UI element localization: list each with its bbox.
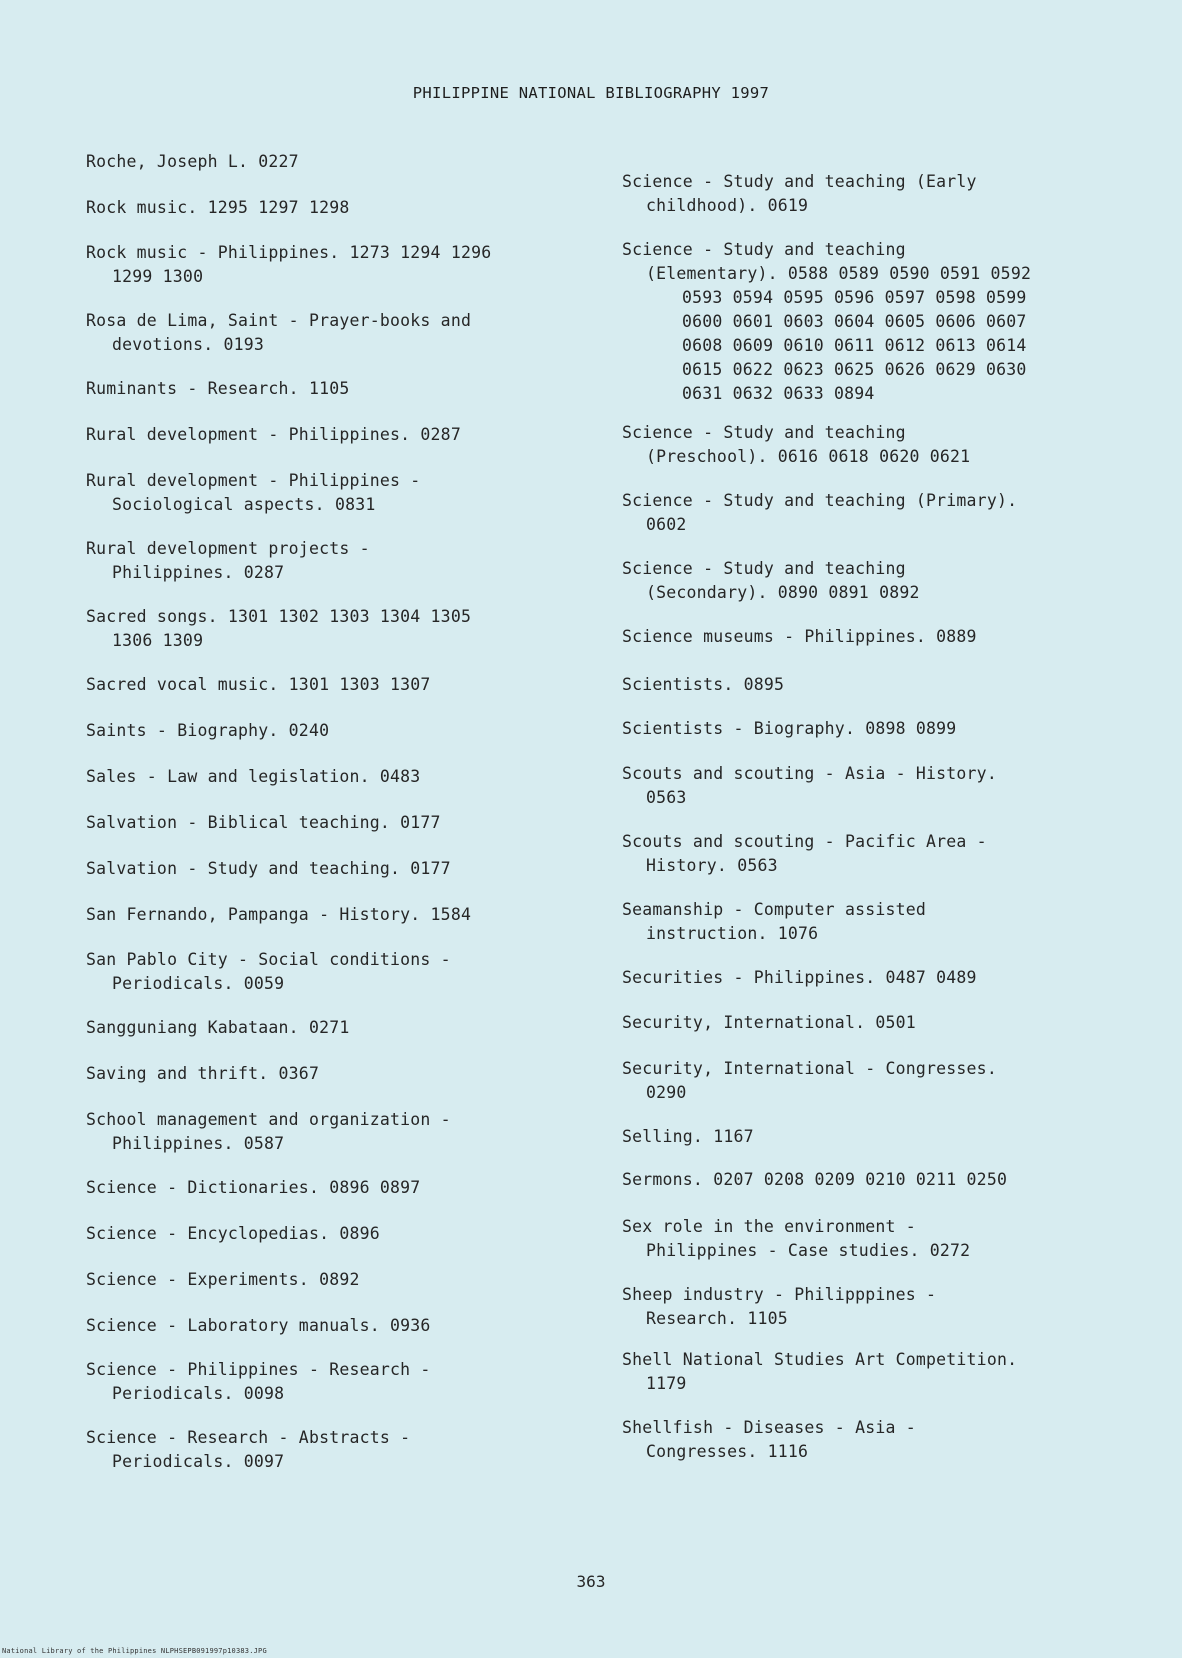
entry-heading: Science - Laboratory manuals. 0936 <box>86 1316 431 1335</box>
index-entry <box>622 673 1092 697</box>
entry-continuation: (Preschool). 0616 0618 0620 0621 <box>646 447 971 466</box>
entry-numbers: 0593 0594 0595 0596 0597 0598 0599 <box>682 288 1027 307</box>
entry-continuation: Philippines - Case studies. 0272 <box>646 1241 971 1260</box>
entry-heading: Science - Study and teaching (Early <box>622 172 977 191</box>
entry-heading: Rural development - Philippines - <box>86 471 421 490</box>
entry-continuation: Philippines. 0287 <box>112 563 285 582</box>
index-entry <box>622 489 1092 537</box>
entry-heading: Science - Study and teaching <box>622 423 906 442</box>
entry-heading: Science - Research - Abstracts - <box>86 1428 411 1447</box>
index-entry <box>622 1011 1092 1035</box>
entry-heading: Shell National Studies Art Competition. <box>622 1350 1018 1369</box>
index-entry <box>622 1125 1092 1149</box>
entry-heading: Science museums - Philippines. 0889 <box>622 627 977 646</box>
index-entry <box>86 309 586 357</box>
entry-heading: Sex role in the environment - <box>622 1217 916 1236</box>
index-entry <box>622 762 1092 810</box>
index-entry <box>86 605 586 653</box>
entry-heading: San Pablo City - Social conditions - <box>86 950 451 969</box>
index-entry <box>86 1268 586 1292</box>
entry-continuation: Sociological aspects. 0831 <box>112 495 376 514</box>
entry-heading: Science - Study and teaching <box>622 559 906 578</box>
entry-continuation: childhood). 0619 <box>646 196 809 215</box>
entry-heading: Rural development - Philippines. 0287 <box>86 425 461 444</box>
entry-heading: Securities - Philippines. 0487 0489 <box>622 968 977 987</box>
entry-heading: Rosa de Lima, Saint - Prayer-books and <box>86 311 472 330</box>
index-entry <box>86 1176 586 1200</box>
index-entry <box>86 1358 586 1406</box>
index-entry <box>622 1416 1092 1464</box>
index-entry <box>86 903 586 927</box>
index-entry <box>622 717 1092 741</box>
entry-heading: Roche, Joseph L. 0227 <box>86 152 299 171</box>
entry-continuation: 0602 <box>646 515 687 534</box>
index-entry <box>622 1057 1092 1105</box>
entry-numbers: 0615 0622 0623 0625 0626 0629 0630 <box>682 360 1027 379</box>
entry-heading: Selling. 1167 <box>622 1127 754 1146</box>
entry-continuation: Periodicals. 0097 <box>112 1452 285 1471</box>
entry-heading: Saints - Biography. 0240 <box>86 721 330 740</box>
entry-heading: School management and organization - <box>86 1110 451 1129</box>
index-entry <box>622 1348 1092 1396</box>
index-entry <box>86 1108 586 1156</box>
entry-heading: Science - Study and teaching (Primary). <box>622 491 1018 510</box>
entry-heading: Sermons. 0207 0208 0209 0210 0211 0250 <box>622 1170 1008 1189</box>
index-entry <box>86 377 586 401</box>
scan-label: National Library of the Philippines NLPHSEPB091997p10383.JPG <box>2 1647 267 1655</box>
entry-heading: Scouts and scouting - Asia - History. <box>622 764 997 783</box>
index-entry <box>86 811 586 835</box>
entry-continuation: History. 0563 <box>646 856 778 875</box>
entry-heading: Scientists - Biography. 0898 0899 <box>622 719 957 738</box>
entry-continuation: Congresses. 1116 <box>646 1442 809 1461</box>
index-entry <box>622 1168 1092 1192</box>
index-entry <box>622 1215 1092 1263</box>
entry-continuation: 1179 <box>646 1374 687 1393</box>
page-number: 363 <box>576 1572 606 1591</box>
entry-heading: Sacred vocal music. 1301 1303 1307 <box>86 675 431 694</box>
entry-continuation: 0563 <box>646 788 687 807</box>
index-entry <box>622 898 1092 946</box>
entry-heading: Rock music. 1295 1297 1298 <box>86 198 350 217</box>
entry-heading: Salvation - Study and teaching. 0177 <box>86 859 451 878</box>
entry-heading: Sacred songs. 1301 1302 1303 1304 1305 <box>86 607 472 626</box>
entry-continuation: Philippines. 0587 <box>112 1134 285 1153</box>
index-entry <box>86 1426 586 1474</box>
entry-heading: Rock music - Philippines. 1273 1294 1296 <box>86 243 492 262</box>
entry-heading: Saving and thrift. 0367 <box>86 1064 320 1083</box>
entry-continuation: (Elementary). 0588 0589 0590 0591 0592 <box>646 264 1032 283</box>
entry-heading: Security, International. 0501 <box>622 1013 916 1032</box>
entry-heading: Science - Encyclopedias. 0896 <box>86 1224 380 1243</box>
index-entry <box>86 423 586 447</box>
entry-continuation: 1306 1309 <box>112 631 204 650</box>
index-entry <box>622 170 1092 218</box>
index-entry <box>86 1314 586 1338</box>
entry-heading: Salvation - Biblical teaching. 0177 <box>86 813 441 832</box>
index-entry <box>622 830 1092 878</box>
index-entry <box>86 150 586 174</box>
entry-heading: Shellfish - Diseases - Asia - <box>622 1418 916 1437</box>
entry-heading: Science - Experiments. 0892 <box>86 1270 360 1289</box>
index-entry <box>86 857 586 881</box>
entry-continuation: Periodicals. 0098 <box>112 1384 285 1403</box>
index-entry <box>86 765 586 789</box>
entry-continuation: instruction. 1076 <box>646 924 819 943</box>
entry-continuation: 0290 <box>646 1083 687 1102</box>
entry-heading: Seamanship - Computer assisted <box>622 900 927 919</box>
index-entry <box>622 1283 1092 1331</box>
index-entry <box>86 1222 586 1246</box>
entry-heading: Science - Dictionaries. 0896 0897 <box>86 1178 421 1197</box>
index-entry <box>86 241 586 289</box>
index-entry <box>622 238 1092 406</box>
entry-numbers: 0600 0601 0603 0604 0605 0606 0607 <box>682 312 1027 331</box>
index-entry <box>86 948 586 996</box>
index-entry <box>86 196 586 220</box>
entry-continuation: devotions. 0193 <box>112 335 265 354</box>
entry-numbers: 0631 0632 0633 0894 <box>682 384 875 403</box>
entry-continuation: Research. 1105 <box>646 1309 788 1328</box>
index-entry <box>86 673 586 697</box>
index-entry <box>86 537 586 585</box>
index-entry <box>622 966 1092 990</box>
entry-heading: Sheep industry - Philipppines - <box>622 1285 937 1304</box>
index-entry <box>86 1062 586 1086</box>
entry-heading: Scientists. 0895 <box>622 675 785 694</box>
index-entry <box>622 557 1092 605</box>
entry-continuation: Periodicals. 0059 <box>112 974 285 993</box>
entry-heading: Science - Study and teaching <box>622 240 906 259</box>
entry-heading: Scouts and scouting - Pacific Area - <box>622 832 987 851</box>
entry-heading: Security, International - Congresses. <box>622 1059 997 1078</box>
index-entry <box>86 469 586 517</box>
entry-heading: Sangguniang Kabataan. 0271 <box>86 1018 350 1037</box>
entry-continuation: 1299 1300 <box>112 267 204 286</box>
entry-heading: Science - Philippines - Research - <box>86 1360 431 1379</box>
entry-heading: Ruminants - Research. 1105 <box>86 379 350 398</box>
index-entry <box>622 625 1092 649</box>
entry-heading: San Fernando, Pampanga - History. 1584 <box>86 905 472 924</box>
entry-heading: Rural development projects - <box>86 539 370 558</box>
entry-heading: Sales - Law and legislation. 0483 <box>86 767 421 786</box>
index-entry <box>86 719 586 743</box>
entry-continuation: (Secondary). 0890 0891 0892 <box>646 583 920 602</box>
index-entry <box>86 1016 586 1040</box>
index-entry <box>622 421 1092 469</box>
entry-numbers: 0608 0609 0610 0611 0612 0613 0614 <box>682 336 1027 355</box>
page-title: PHILIPPINE NATIONAL BIBLIOGRAPHY 1997 <box>412 84 770 102</box>
